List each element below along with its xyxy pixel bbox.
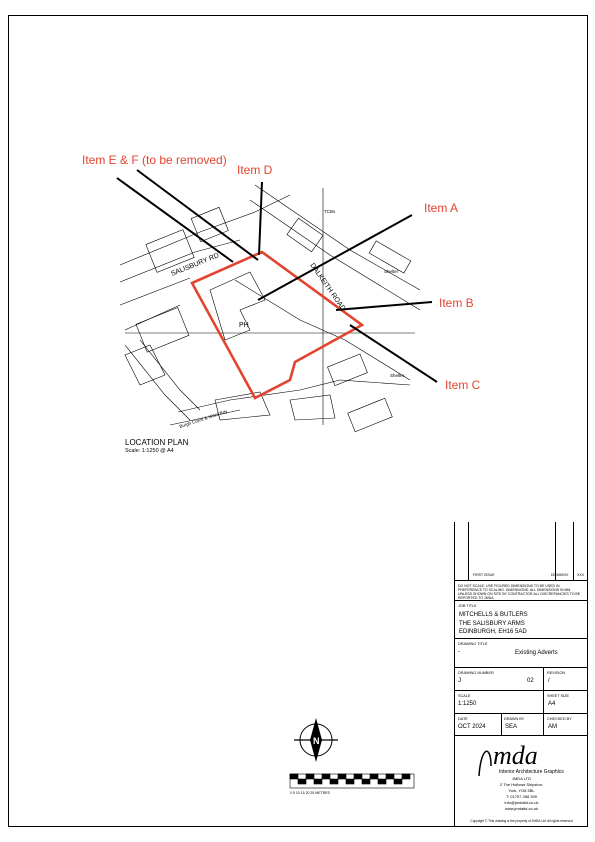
notes-text: DO NOT SCALE. USE FIGURED DIMENSIONS TO BE USED IN PREFERENCE TO SCALING. DIMENSIONS: ALL DIMENSIONS IN MM UNLESS SHOWN ON SITE BY CONTRACTOR ALL DISCREPANCIES TO BE REPORTED TO JMDA — [458, 584, 581, 600]
scale-bar — [290, 774, 414, 788]
item-c-label: Item C — [445, 378, 481, 392]
title-block — [454, 522, 588, 827]
item-b-label: Item B — [439, 296, 474, 310]
location-plan-title: LOCATION PLAN — [125, 438, 189, 447]
job-title-line: THE SALISBURY ARMS — [459, 620, 525, 627]
north-arrow-icon — [294, 718, 338, 762]
company-address — [455, 776, 588, 812]
site-boundary — [192, 252, 362, 398]
drawing-title: Existing Adverts — [515, 650, 558, 656]
checked-by-caption: CHECKED BY — [547, 717, 572, 721]
address-line: info@jmdaltd.co.uk — [504, 800, 539, 805]
drawn-by-value: SEA — [505, 724, 518, 730]
drawing-number-suffix: 02 — [527, 678, 534, 684]
drawn-by-caption: DRAWN BY — [504, 717, 525, 721]
location-plan-scale: Scale: 1:1250 @ A4 — [125, 448, 174, 454]
pointer-item-e — [117, 178, 233, 262]
address-line: JMDA LTD — [511, 776, 532, 781]
issue-initials: XXX — [577, 573, 585, 577]
ph-label: PH — [239, 322, 249, 329]
item-a-label: Item A — [424, 201, 459, 215]
issue-date-code: DD/MM/XX — [551, 573, 569, 577]
shelter-label-2: Shelter — [390, 373, 405, 378]
revision-caption: REVISION — [547, 671, 566, 675]
checked-by-value: AM — [548, 724, 557, 730]
date-value: OCT 2024 — [458, 724, 486, 730]
job-title-line: MITCHELLS & BUTLERS — [459, 612, 528, 618]
job-title-line: EDINBURGH, EH16 5AD — [459, 629, 527, 635]
drawing-title-mark: - — [458, 649, 460, 655]
company-logo — [475, 736, 575, 776]
first-issue-text: FIRST ISSUE — [473, 573, 495, 577]
address-line: York, YO8 5BL — [508, 788, 535, 793]
address-line: www.jmdaltd.co.uk — [504, 806, 539, 811]
svg-text:N: N — [313, 736, 320, 746]
dalkeith-road-label: DALKEITH ROAD — [308, 262, 347, 313]
drawing-number: J — [458, 678, 461, 684]
shelter-label-1: Shelter — [384, 269, 399, 274]
date-caption: DATE — [458, 717, 468, 721]
item-ef-label: Item E & F (to be removed) — [82, 153, 227, 167]
salisbury-road-label: SALISBURY RD — [170, 252, 221, 278]
scale-caption: SCALE — [458, 694, 471, 698]
logo-subtitle: Interior Architecture Graphics — [499, 769, 564, 775]
logo-wordmark: mda — [493, 741, 538, 770]
revision-value: / — [548, 678, 550, 684]
sheet-size-value: A4 — [548, 701, 556, 707]
pointer-item-d — [259, 182, 262, 255]
job-title — [459, 611, 528, 637]
pointer-item-a — [258, 215, 412, 300]
tcbs-label: TCBs — [324, 209, 336, 214]
sheet-size-caption: SHEET SIZE — [547, 694, 570, 698]
item-d-label: Item D — [237, 163, 273, 177]
scale-bar-label: 0 5 10 15 20 25 METRES — [290, 791, 330, 795]
pointer-item-f — [137, 170, 258, 260]
address-line: 2 The Hollows Shipston, — [499, 782, 544, 787]
boundary-label: Burgh Const & Ward Bdy — [178, 408, 228, 429]
address-line: T: 01757 288 399 — [506, 794, 537, 799]
drawing-number-caption: DRAWING NUMBER — [458, 671, 494, 675]
job-title-caption: JOB TITLE — [458, 604, 477, 608]
copyright-text: Copyright © This drawing is the property of JMDA Ltd. All rights reserved — [470, 819, 573, 823]
scale-value: 1:1250 — [458, 701, 477, 707]
drawing-title-caption: DRAWING TITLE — [458, 642, 488, 646]
